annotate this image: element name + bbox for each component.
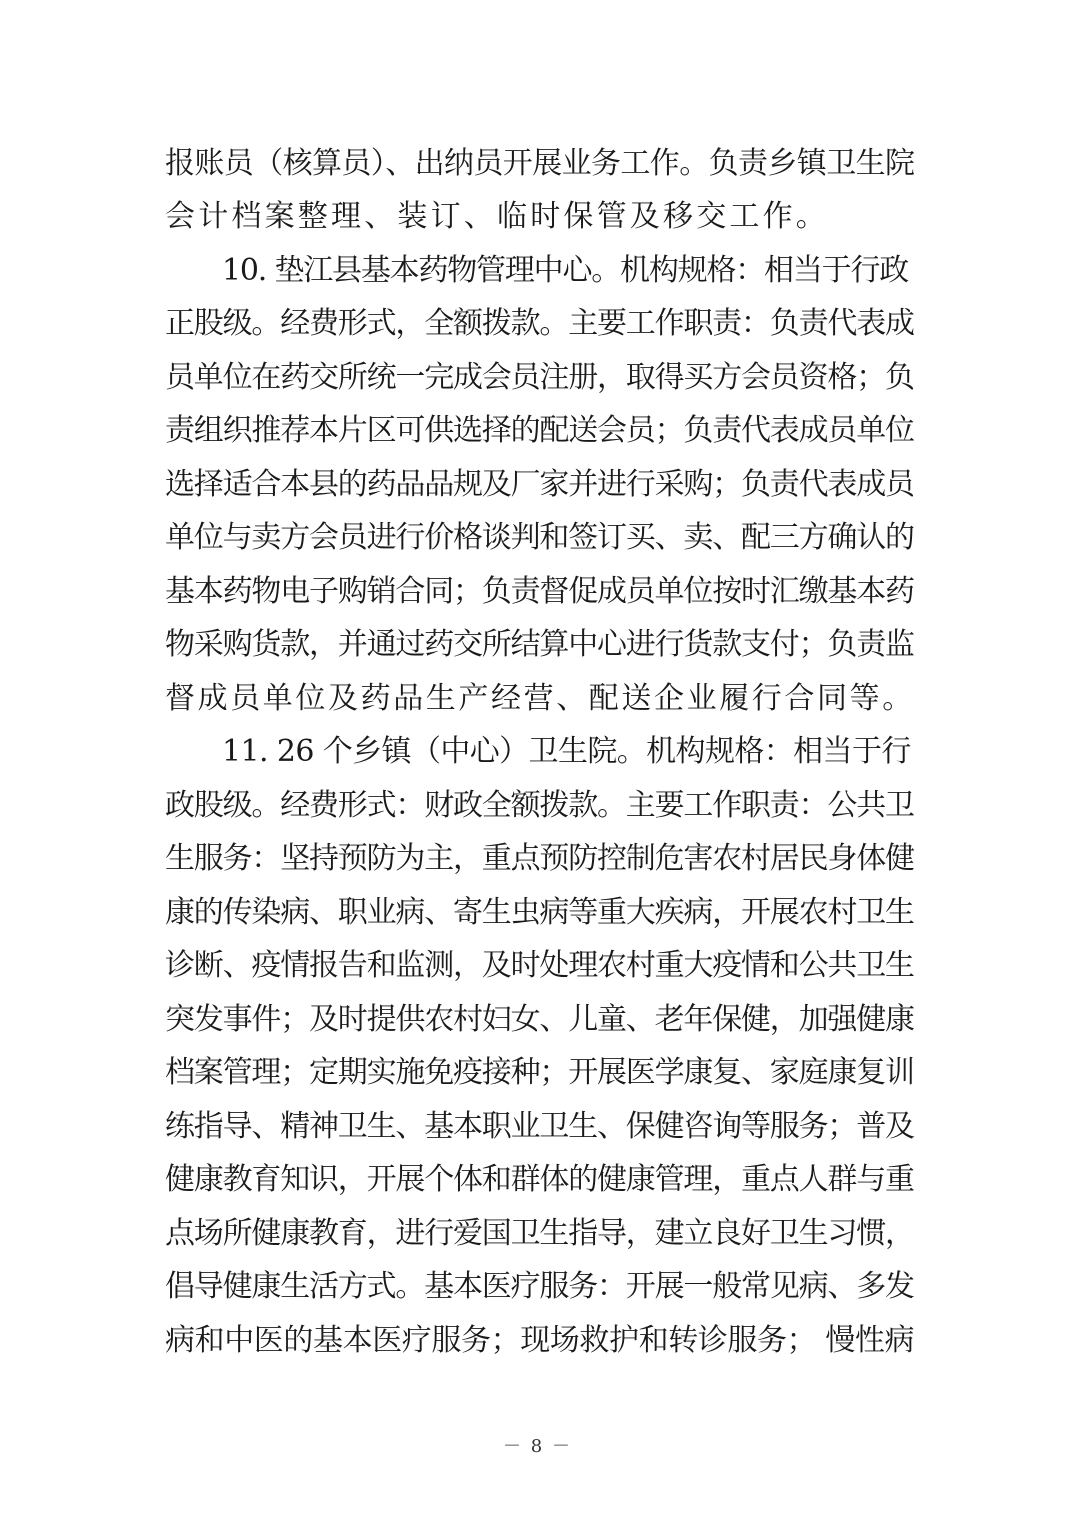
body-text-line: 政股级。经费形式：财政全额拨款。主要工作职责：公共卫 [165, 788, 914, 823]
body-text-line: 物采购货款，并通过药交所结算中心进行货款支付；负责监 [165, 627, 914, 662]
body-text-line: 生服务：坚持预防为主，重点预防控制危害农村居民身体健 [165, 841, 914, 876]
body-text-line: 档案管理；定期实施免疫接种；开展医学康复、家庭康复训 [165, 1055, 914, 1090]
body-text-line: 单位与卖方会员进行价格谈判和签订买、卖、配三方确认的 [165, 520, 914, 555]
body-text-line: 会计档案整理、装订、临时保管及移交工作。 [165, 199, 829, 234]
body-text-line: 员单位在药交所统一完成会员注册，取得买方会员资格；负 [165, 360, 914, 395]
body-text-line: 康的传染病、职业病、寄生虫病等重大疾病，开展农村卫生 [165, 895, 914, 930]
body-text-line: 督成员单位及药品生产经营、配送企业履行合同等。 [165, 681, 915, 716]
section-11-heading-line: 11. 26 个乡镇（中心）卫生院。机构规格：相当于行 [222, 734, 911, 769]
section-10-heading-line: 10. 垫江县基本药物管理中心。机构规格：相当于行政 [222, 253, 909, 288]
page-number: － 8 － [503, 1436, 572, 1457]
body-text-line: 病和中医的基本医疗服务；现场救护和转诊服务； 慢性病 [165, 1323, 915, 1358]
body-text-line: 责组织推荐本片区可供选择的配送会员；负责代表成员单位 [165, 413, 914, 448]
body-text-line: 倡导健康生活方式。基本医疗服务：开展一般常见病、多发 [165, 1269, 914, 1304]
body-text-line: 正股级。经费形式，全额拨款。主要工作职责：负责代表成 [165, 306, 914, 341]
body-text-line: 选择适合本县的药品品规及厂家并进行采购；负责代表成员 [165, 467, 914, 502]
body-text-line: 报账员（核算员）、出纳员开展业务工作。负责乡镇卫生院 [165, 146, 915, 181]
body-text-line: 诊断、疫情报告和监测，及时处理农村重大疫情和公共卫生 [165, 948, 914, 983]
body-text-line: 基本药物电子购销合同；负责督促成员单位按时汇缴基本药 [165, 574, 914, 609]
body-text-line: 练指导、精神卫生、基本职业卫生、保健咨询等服务；普及 [165, 1109, 914, 1144]
body-text-line: 健康教育知识，开展个体和群体的健康管理，重点人群与重 [165, 1162, 914, 1197]
body-text-line: 点场所健康教育，进行爱国卫生指导，建立良好卫生习惯， [165, 1216, 914, 1251]
body-text-line: 突发事件；及时提供农村妇女、儿童、老年保健，加强健康 [165, 1002, 914, 1037]
